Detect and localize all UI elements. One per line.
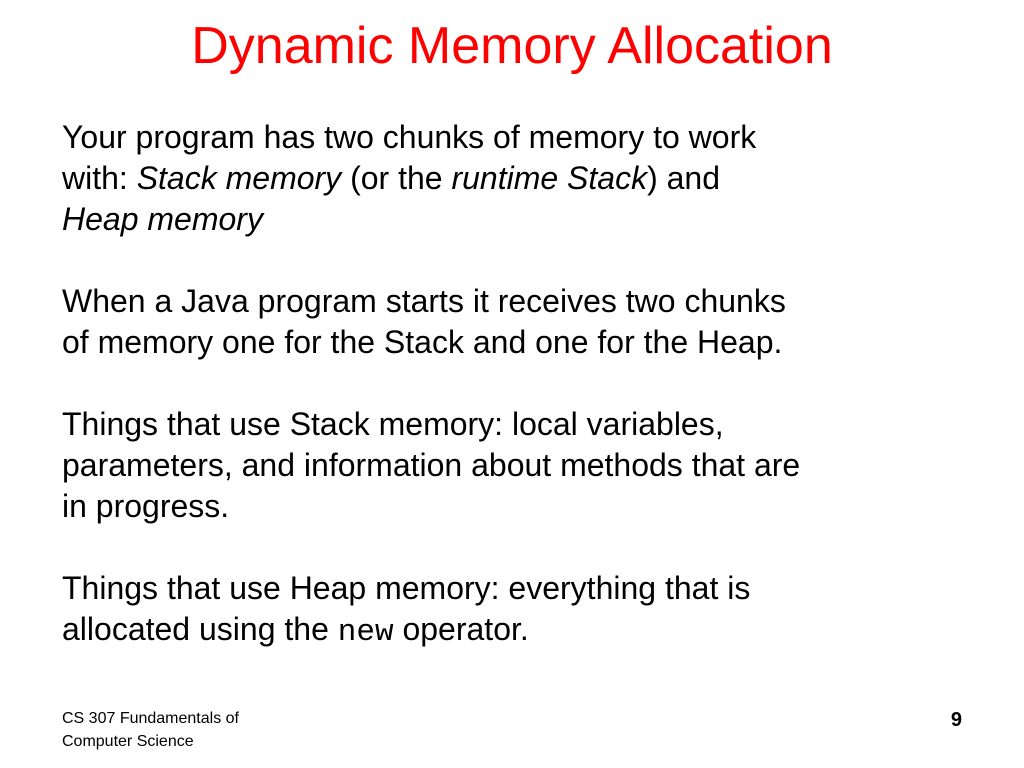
text-line: When a Java program starts it receives two chunks: [62, 283, 786, 319]
slide-body: [62, 117, 1002, 653]
text-run: with:: [62, 160, 137, 196]
paragraph-stack-uses: [62, 404, 1002, 527]
paragraph-heap-uses: [62, 568, 1002, 653]
paragraph-memory-chunks: [62, 117, 1002, 240]
slide-title: Dynamic Memory Allocation: [191, 17, 833, 75]
text-line: parameters, and information about methods that are: [62, 447, 801, 483]
text-line: [62, 609, 1002, 653]
footer-line: CS 307 Fundamentals of: [62, 710, 239, 727]
text-line: Your program has two chunks of memory to work: [62, 119, 757, 155]
text-line: in progress.: [62, 488, 230, 524]
page-number: 9: [950, 709, 962, 731]
text-run: operator.: [393, 611, 529, 647]
emphasis-runtime-stack: runtime Stack: [451, 160, 648, 196]
text-line: [62, 199, 1002, 240]
footer-course-name: [62, 707, 239, 753]
emphasis-stack-memory: Stack memory: [136, 160, 342, 196]
text-line: [62, 158, 1002, 199]
emphasis-heap-memory: Heap memory: [62, 201, 263, 237]
text-run: ) and: [647, 160, 720, 196]
text-line: Things that use Stack memory: local variables,: [62, 406, 724, 442]
text-line: Things that use Heap memory: everything that is: [62, 570, 751, 606]
code-new-keyword: new: [337, 615, 394, 650]
text-run: allocated using the: [62, 611, 338, 647]
paragraph-java-start: [62, 281, 1002, 363]
text-line: of memory one for the Stack and one for the Heap.: [62, 324, 783, 360]
footer-line: Computer Science: [62, 733, 194, 750]
text-run: (or the: [341, 160, 452, 196]
